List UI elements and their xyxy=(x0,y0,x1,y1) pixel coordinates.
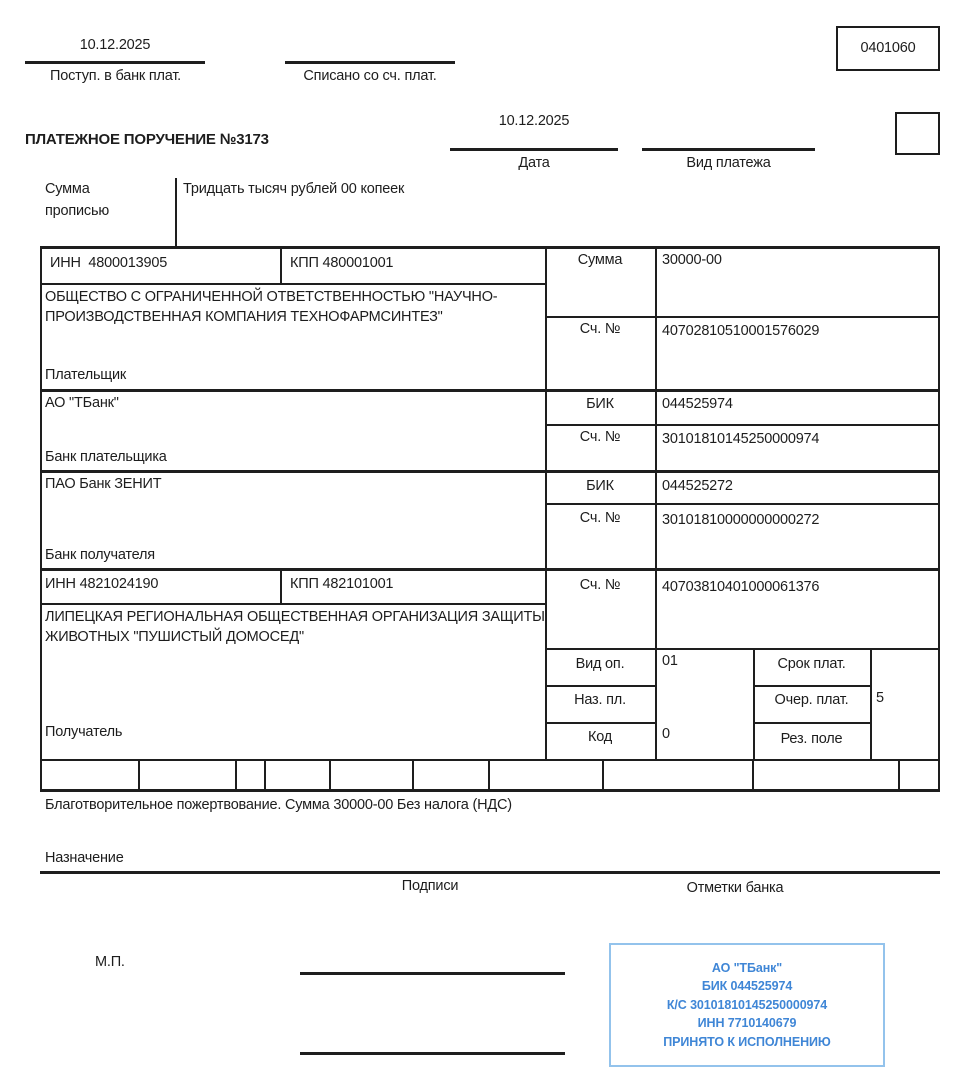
table-border xyxy=(545,424,940,426)
divider-line xyxy=(175,178,177,246)
received-in-bank-date: 10.12.2025 xyxy=(79,37,151,53)
page-title: ПЛАТЕЖНОЕ ПОРУЧЕНИЕ №3173 xyxy=(25,131,269,148)
code-label: Код xyxy=(587,729,613,745)
table-border xyxy=(752,759,754,790)
table-border xyxy=(602,759,604,790)
table-border xyxy=(280,246,282,285)
signature-line xyxy=(300,1052,565,1055)
payer-name-line2: ПРОИЗВОДСТВЕННАЯ КОМПАНИЯ ТЕХНОФАРМСИНТЕЗ" xyxy=(45,309,443,325)
bank-stamp-line: ПРИНЯТО К ИСПОЛНЕНИЮ xyxy=(663,1034,831,1049)
payer-bank-account: 30101810145250000974 xyxy=(662,431,820,447)
table-border xyxy=(40,470,940,473)
amount-words-label-line1: Сумма xyxy=(45,181,90,197)
date-label: Дата xyxy=(518,155,550,171)
code-value: 0 xyxy=(662,726,670,742)
divider-line xyxy=(285,61,455,64)
signature-line xyxy=(300,972,565,975)
priority-value: 5 xyxy=(876,690,884,706)
payer-bank-account-label: Сч. № xyxy=(579,429,621,445)
divider-line xyxy=(642,148,815,151)
received-in-bank-label: Поступ. в банк плат. xyxy=(50,68,181,84)
payer-bank-bik-label: БИК xyxy=(586,396,614,412)
table-border xyxy=(488,759,490,790)
table-border xyxy=(898,759,900,790)
payer-account-label: Сч. № xyxy=(579,321,621,337)
payee-name-line1: ЛИПЕЦКАЯ РЕГИОНАЛЬНАЯ ОБЩЕСТВЕННАЯ ОРГАНИЗАЦИЯ ЗАЩИТЫ xyxy=(45,609,545,625)
bank-stamp-line: БИК 044525974 xyxy=(701,979,793,994)
stamp-place-label: М.П. xyxy=(95,954,125,970)
table-border xyxy=(753,722,870,724)
sum-label: Сумма xyxy=(577,252,623,268)
payee-bank-section-label: Банк получателя xyxy=(45,547,155,563)
payer-bank-section-label: Банк плательщика xyxy=(45,449,167,465)
payee-bank-bik: 044525272 xyxy=(662,478,733,494)
table-border xyxy=(264,759,266,790)
table-border xyxy=(40,871,940,874)
payee-section-label: Получатель xyxy=(45,724,123,740)
table-border xyxy=(40,789,940,792)
reserve-field-label: Рез. поле xyxy=(780,731,843,747)
table-border xyxy=(40,246,42,791)
payee-bank-account: 30101810000000000272 xyxy=(662,512,820,528)
op-type-label: Вид оп. xyxy=(575,656,625,672)
payee-account-label: Сч. № xyxy=(579,577,621,593)
table-border xyxy=(545,685,655,687)
table-border xyxy=(545,316,940,318)
payment-purpose-text: Благотворительное пожертвование. Сумма 30000-00 Без налога (НДС) xyxy=(45,797,512,813)
table-border xyxy=(40,568,940,571)
table-border xyxy=(40,603,545,605)
signatures-label: Подписи xyxy=(401,878,459,894)
bank-stamp xyxy=(609,943,885,1067)
payee-bank-name: ПАО Банк ЗЕНИТ xyxy=(45,476,162,492)
table-border xyxy=(235,759,237,790)
table-border xyxy=(545,503,940,505)
table-border xyxy=(655,246,657,761)
bank-stamp-line: К/С 30101810145250000974 xyxy=(666,997,828,1012)
bank-marks-label: Отметки банка xyxy=(686,880,784,896)
payee-bank-account-label: Сч. № xyxy=(579,510,621,526)
op-type-value: 01 xyxy=(662,653,678,669)
table-border xyxy=(938,246,940,791)
document-date: 10.12.2025 xyxy=(498,113,570,129)
payer-kpp: КПП 480001001 xyxy=(290,255,394,271)
amount-words-label-line2: прописью xyxy=(45,203,110,219)
table-border xyxy=(329,759,331,790)
table-border xyxy=(40,246,940,249)
payer-inn: ИНН 4800013905 xyxy=(50,255,168,271)
table-border xyxy=(545,648,940,650)
payer-bank-bik: 044525974 xyxy=(662,396,733,412)
table-border xyxy=(138,759,140,790)
bank-stamp-line: АО "ТБанк" xyxy=(711,960,783,975)
form-code-box xyxy=(836,26,940,71)
payee-name-line2: ЖИВОТНЫХ "ПУШИСТЫЙ ДОМОСЕД" xyxy=(45,629,304,645)
debited-from-account-label: Списано со сч. плат. xyxy=(303,68,437,84)
bank-stamp-line: ИНН 7710140679 xyxy=(697,1016,797,1031)
due-date-label: Срок плат. xyxy=(777,656,846,672)
table-border xyxy=(40,759,940,761)
divider-line xyxy=(25,61,205,64)
payer-name-line1: ОБЩЕСТВО С ОГРАНИЧЕННОЙ ОТВЕТСТВЕННОСТЬЮ "НАУЧНО- xyxy=(45,289,498,305)
table-border xyxy=(40,283,545,285)
payee-bank-bik-label: БИК xyxy=(586,478,614,494)
divider-line xyxy=(450,148,618,151)
payer-status-box xyxy=(895,112,940,155)
payer-bank-name: АО "ТБанк" xyxy=(45,395,119,411)
payer-section-label: Плательщик xyxy=(45,367,127,383)
table-border xyxy=(280,568,282,605)
payment-type-label: Вид платежа xyxy=(686,155,771,171)
payee-inn: ИНН 4821024190 xyxy=(45,576,159,592)
table-border xyxy=(753,685,870,687)
payer-account-number: 40702810510001576029 xyxy=(662,323,820,339)
form-code: 0401060 xyxy=(860,40,916,56)
table-border xyxy=(870,648,872,761)
table-border xyxy=(545,722,655,724)
table-border xyxy=(40,389,940,392)
payee-account-number: 40703810401000061376 xyxy=(662,579,820,595)
table-border xyxy=(412,759,414,790)
payment-purpose-label: Назначение xyxy=(45,850,124,866)
amount-in-words-value: Тридцать тысяч рублей 00 копеек xyxy=(183,181,405,197)
priority-label: Очер. плат. xyxy=(774,692,849,708)
payee-kpp: КПП 482101001 xyxy=(290,576,394,592)
payment-purpose-code-label: Наз. пл. xyxy=(574,692,626,708)
sum-value: 30000-00 xyxy=(662,252,722,268)
